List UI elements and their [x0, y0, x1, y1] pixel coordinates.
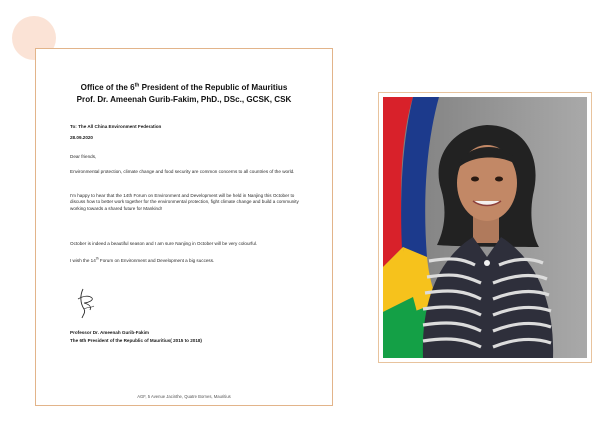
- letter-paragraph-3: October is indeed a beautiful season and I am sure Nanjing in October will be very colourful.: [70, 241, 258, 246]
- letter-footer-address: AGF, 5 Avenue Jacinthe, Quatre Bornes, Mauritius: [137, 394, 231, 399]
- letter-paragraph-2: I'm happy to hear that the 14th Forum on Environment and Development will be held in Nanjing this October to discuss how to better work together for the environmental protection, fight climate change and build a community working towards a shared future for Mankind!: [70, 193, 299, 211]
- letter-paragraph-1: Environmental protection, climate change and food security are common concerns to all countries of the world.: [70, 169, 295, 174]
- letter-heading-name: Prof. Dr. Ameenah Gurib-Fakim, PhD., DSc., GCSK, CSK: [76, 95, 292, 104]
- portrait-subject: [423, 125, 553, 358]
- handwritten-signature-icon: [74, 285, 100, 319]
- letter-document: [35, 48, 333, 406]
- portrait-photo-frame: [378, 92, 592, 363]
- signatory-name: Professor Dr. Ameenah Gurib-Fakim: [70, 330, 149, 335]
- letter-salutation: Dear friends,: [70, 154, 97, 159]
- portrait-photo: [383, 97, 587, 358]
- letter-heading-office: Office of the 6th President of the Republic of Mauritius: [80, 82, 288, 92]
- letter-recipient: To: The All China Environment Federation: [70, 124, 162, 129]
- letter-paragraph-4: I wish the 14th Forum on Environment and Development a big success.: [70, 256, 215, 263]
- signatory-title: The 6th President of the Republic of Mauritius( 2015 to 2018): [70, 338, 202, 343]
- letter-date: 28.09.2020: [70, 135, 93, 140]
